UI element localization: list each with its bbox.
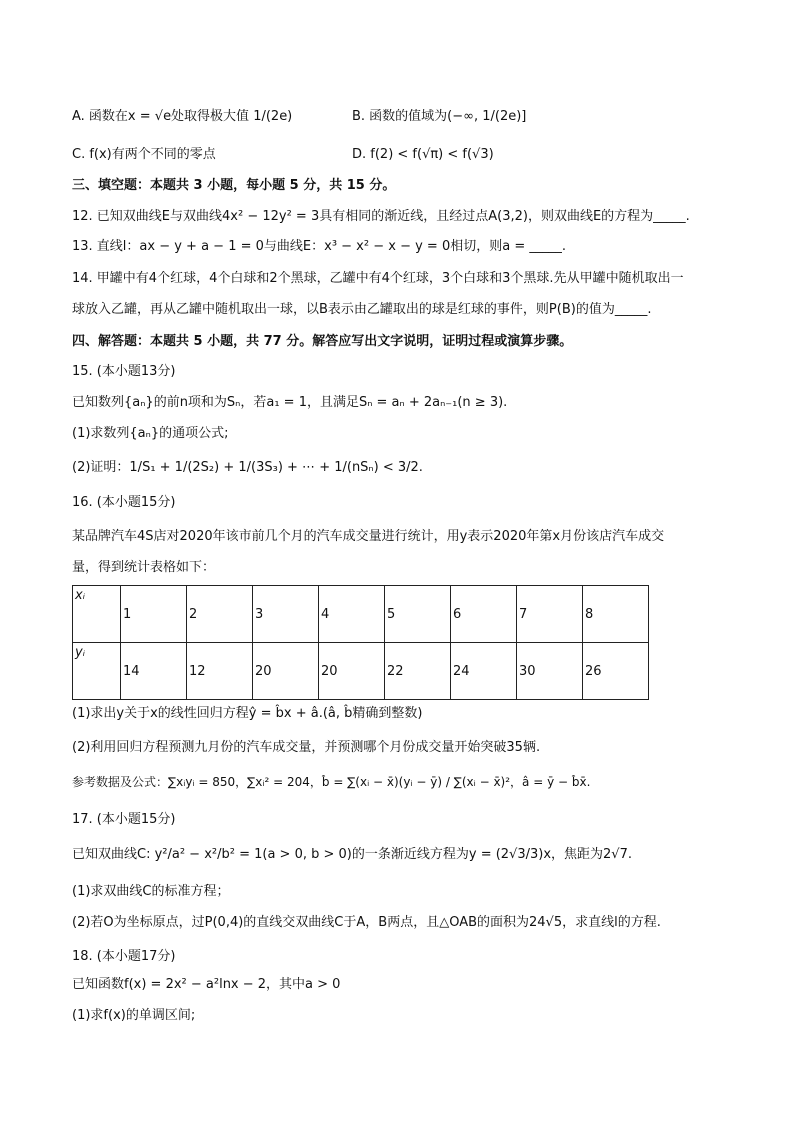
question-17-part-1: (1)求双曲线C的标准方程； [72,884,230,899]
table-cell: 12 [187,643,253,700]
table-cell: 2 [187,586,253,643]
question-15-stem: 已知数列{aₙ}的前n项和为Sₙ，若a₁ = 1，且满足Sₙ = aₙ + 2aₙ₋₁(n ≥ 3). [72,395,508,410]
table-cell: 3 [253,586,319,643]
table-header-x: xᵢ [73,586,121,643]
question-12: 12. 已知双曲线E与双曲线4x² − 12y² = 3具有相同的渐近线，且经过点A(3,2)，则双曲线E的方程为_____. [72,209,690,224]
question-16-stem-2: 量，得到统计表格如下： [72,560,216,575]
question-14-line-1: 14. 甲罐中有4个红球，4个白球和2个黑球，乙罐中有4个红球，3个白球和3个黑球.先从甲罐中随机取出一 [72,271,684,286]
question-18-stem: 已知函数f(x) = 2x² − a²lnx − 2，其中a > 0 [72,977,341,992]
option-d: D. f(2) < f(√π) < f(√3) [352,147,494,162]
question-16-stem-1: 某品牌汽车4S店对2020年该市前几个月的汽车成交量进行统计，用y表示2020年第x月份该店汽车成交 [72,529,665,544]
option-a: A. 函数在x = √e处取得极大值 1/(2e) [72,109,293,124]
table-row [73,586,649,643]
table-cell: 22 [385,643,451,700]
table-cell: 4 [319,586,385,643]
table-cell: 14 [121,643,187,700]
question-16-reference: 参考数据及公式：∑xᵢyᵢ = 850，∑xᵢ² = 204，b̂ = ∑(xᵢ − x̄)(yᵢ − ȳ) / ∑(xᵢ − x̄)²，â = ȳ − b̂x̄. [72,775,591,789]
question-16-title: 16. (本小题15分) [72,495,176,510]
table-row [73,643,649,700]
table-cell: 20 [319,643,385,700]
question-17-title: 17. (本小题15分) [72,812,176,827]
table-cell: 24 [451,643,517,700]
option-c: C. f(x)有两个不同的零点 [72,147,216,162]
section-3-heading: 三、填空题：本题共 3 小题，每小题 5 分，共 15 分。 [72,178,396,193]
table-cell: 26 [583,643,649,700]
statistics-table [72,585,649,700]
question-15-title: 15. (本小题13分) [72,364,176,379]
question-14-line-2: 球放入乙罐，再从乙罐中随机取出一球，以B表示由乙罐取出的球是红球的事件，则P(B)的值为_____. [72,302,652,317]
question-16-part-2: (2)利用回归方程预测九月份的汽车成交量，并预测哪个月份成交量开始突破35辆. [72,740,541,755]
question-13: 13. 直线l：ax − y + a − 1 = 0与曲线E：x³ − x² − x − y = 0相切，则a = _____. [72,239,566,254]
question-17-part-2: (2)若O为坐标原点，过P(0,4)的直线交双曲线C于A，B两点，且△OAB的面积为24√5，求直线l的方程. [72,915,661,930]
question-15-part-2: (2)证明：1/S₁ + 1/(2S₂) + 1/(3S₃) + ⋯ + 1/(nSₙ) < 3/2. [72,460,423,475]
question-16-part-1: (1)求出y关于x的线性回归方程ŷ = b̂x + â.(â, b̂精确到整数) [72,706,423,721]
question-18-title: 18. (本小题17分) [72,949,176,964]
table-cell: 20 [253,643,319,700]
table-cell: 8 [583,586,649,643]
table-cell: 1 [121,586,187,643]
question-15-part-1: (1)求数列{aₙ}的通项公式; [72,426,229,441]
section-4-heading: 四、解答题：本题共 5 小题，共 77 分。解答应写出文字说明，证明过程或演算步骤。 [72,334,573,349]
table-cell: 5 [385,586,451,643]
table-header-y: yᵢ [73,643,121,700]
table-cell: 30 [517,643,583,700]
table-cell: 7 [517,586,583,643]
question-17-stem: 已知双曲线C: y²/a² − x²/b² = 1(a > 0, b > 0)的一条渐近线方程为y = (2√3/3)x，焦距为2√7. [72,847,632,862]
table-cell: 6 [451,586,517,643]
question-18-part-1: (1)求f(x)的单调区间; [72,1008,196,1023]
option-b: B. 函数的值域为(−∞, 1/(2e)] [352,109,527,124]
